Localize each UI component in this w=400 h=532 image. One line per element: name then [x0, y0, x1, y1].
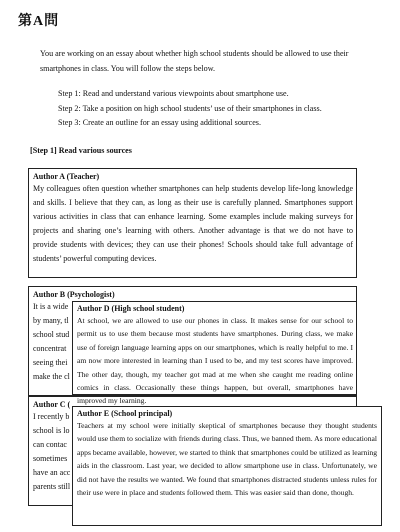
author-b-line: seeing thei: [33, 358, 68, 367]
steps-list: [58, 87, 322, 131]
author-a-text: My colleagues often question whether smartphones can help students develop life-long knowledge and skills. I believe that they can, as long as their use is carefully planned. Smartphones support various activities in class that can enhance learning. Some examples include making surveys for projects and sharing one’s learning with others. Another advantage is that we do not have to provide students with devices; they can use their phones! Schools should take full advantage of students’ powerful computing devices.: [33, 184, 353, 263]
author-c-line: can contac: [33, 440, 67, 449]
author-c-line: parents still: [33, 482, 71, 491]
step-item: Step 3: Create an outline for an essay using additional sources.: [58, 118, 261, 127]
intro-paragraph: You are working on an essay about whether high school students should be allowed to use their smartphones in class. You will follow the steps below.: [40, 49, 349, 73]
author-e-box: [72, 406, 382, 526]
author-b-line: make the cl: [33, 372, 70, 381]
author-b-line: by many, tl: [33, 316, 69, 325]
author-d-heading: Author D (High school student): [77, 304, 185, 313]
step-item: Step 1: Read and understand various viewpoints about smartphone use.: [58, 89, 289, 98]
author-e-heading: Author E (School principal): [77, 409, 173, 418]
author-b-line: concentrat: [33, 344, 67, 353]
author-c-line: school is lo: [33, 426, 70, 435]
page-title: 第A問: [18, 14, 60, 29]
author-b-line: It is a wide: [33, 302, 69, 311]
author-a-box: [28, 168, 357, 278]
author-c-line: I recently b: [33, 412, 70, 421]
step-item: Step 2: Take a position on high school students’ use of their smartphones in class.: [58, 103, 322, 113]
author-a-heading: Author A (Teacher): [33, 172, 100, 181]
author-e-text: Teachers at my school were initially skeptical of smartphones because they thought students would use them to socialize with friends during class. Thus, we banned them. As more educational apps became available, however, we started to think that smartphones could be utilized as learning aids in the classroom. Last year, we decided to allow smartphone use in class. Unfortunately, we did not have the results we wanted. We found that smartphones distracted students unless rules for their use were in place and students followed them. This was easier said than done, though.: [77, 421, 377, 498]
author-b-heading: Author B (Psychologist): [33, 290, 115, 299]
author-c-line: sometimes: [33, 454, 68, 463]
author-d-text: At school, we are allowed to use our phones in class. It makes sense for our school to permit us to use them because most students have smartphones. During class, we make use of foreign language learning apps on our smartphones, which is really helpful to me. I am now more interested in learning than I used to be, and my test scores have improved. The other day, though, my teacher got mad at me when she caught me reading online comics in class. Occasionally these things happen, but overall, smartphones have improved my learning.: [77, 316, 353, 406]
author-d-box: [72, 301, 357, 406]
step1-heading: [Step 1] Read various sources: [30, 146, 132, 155]
author-c-line: have an acc: [33, 468, 71, 477]
author-c-heading: Author C (: [33, 400, 71, 409]
author-b-line: school stud: [33, 330, 70, 339]
